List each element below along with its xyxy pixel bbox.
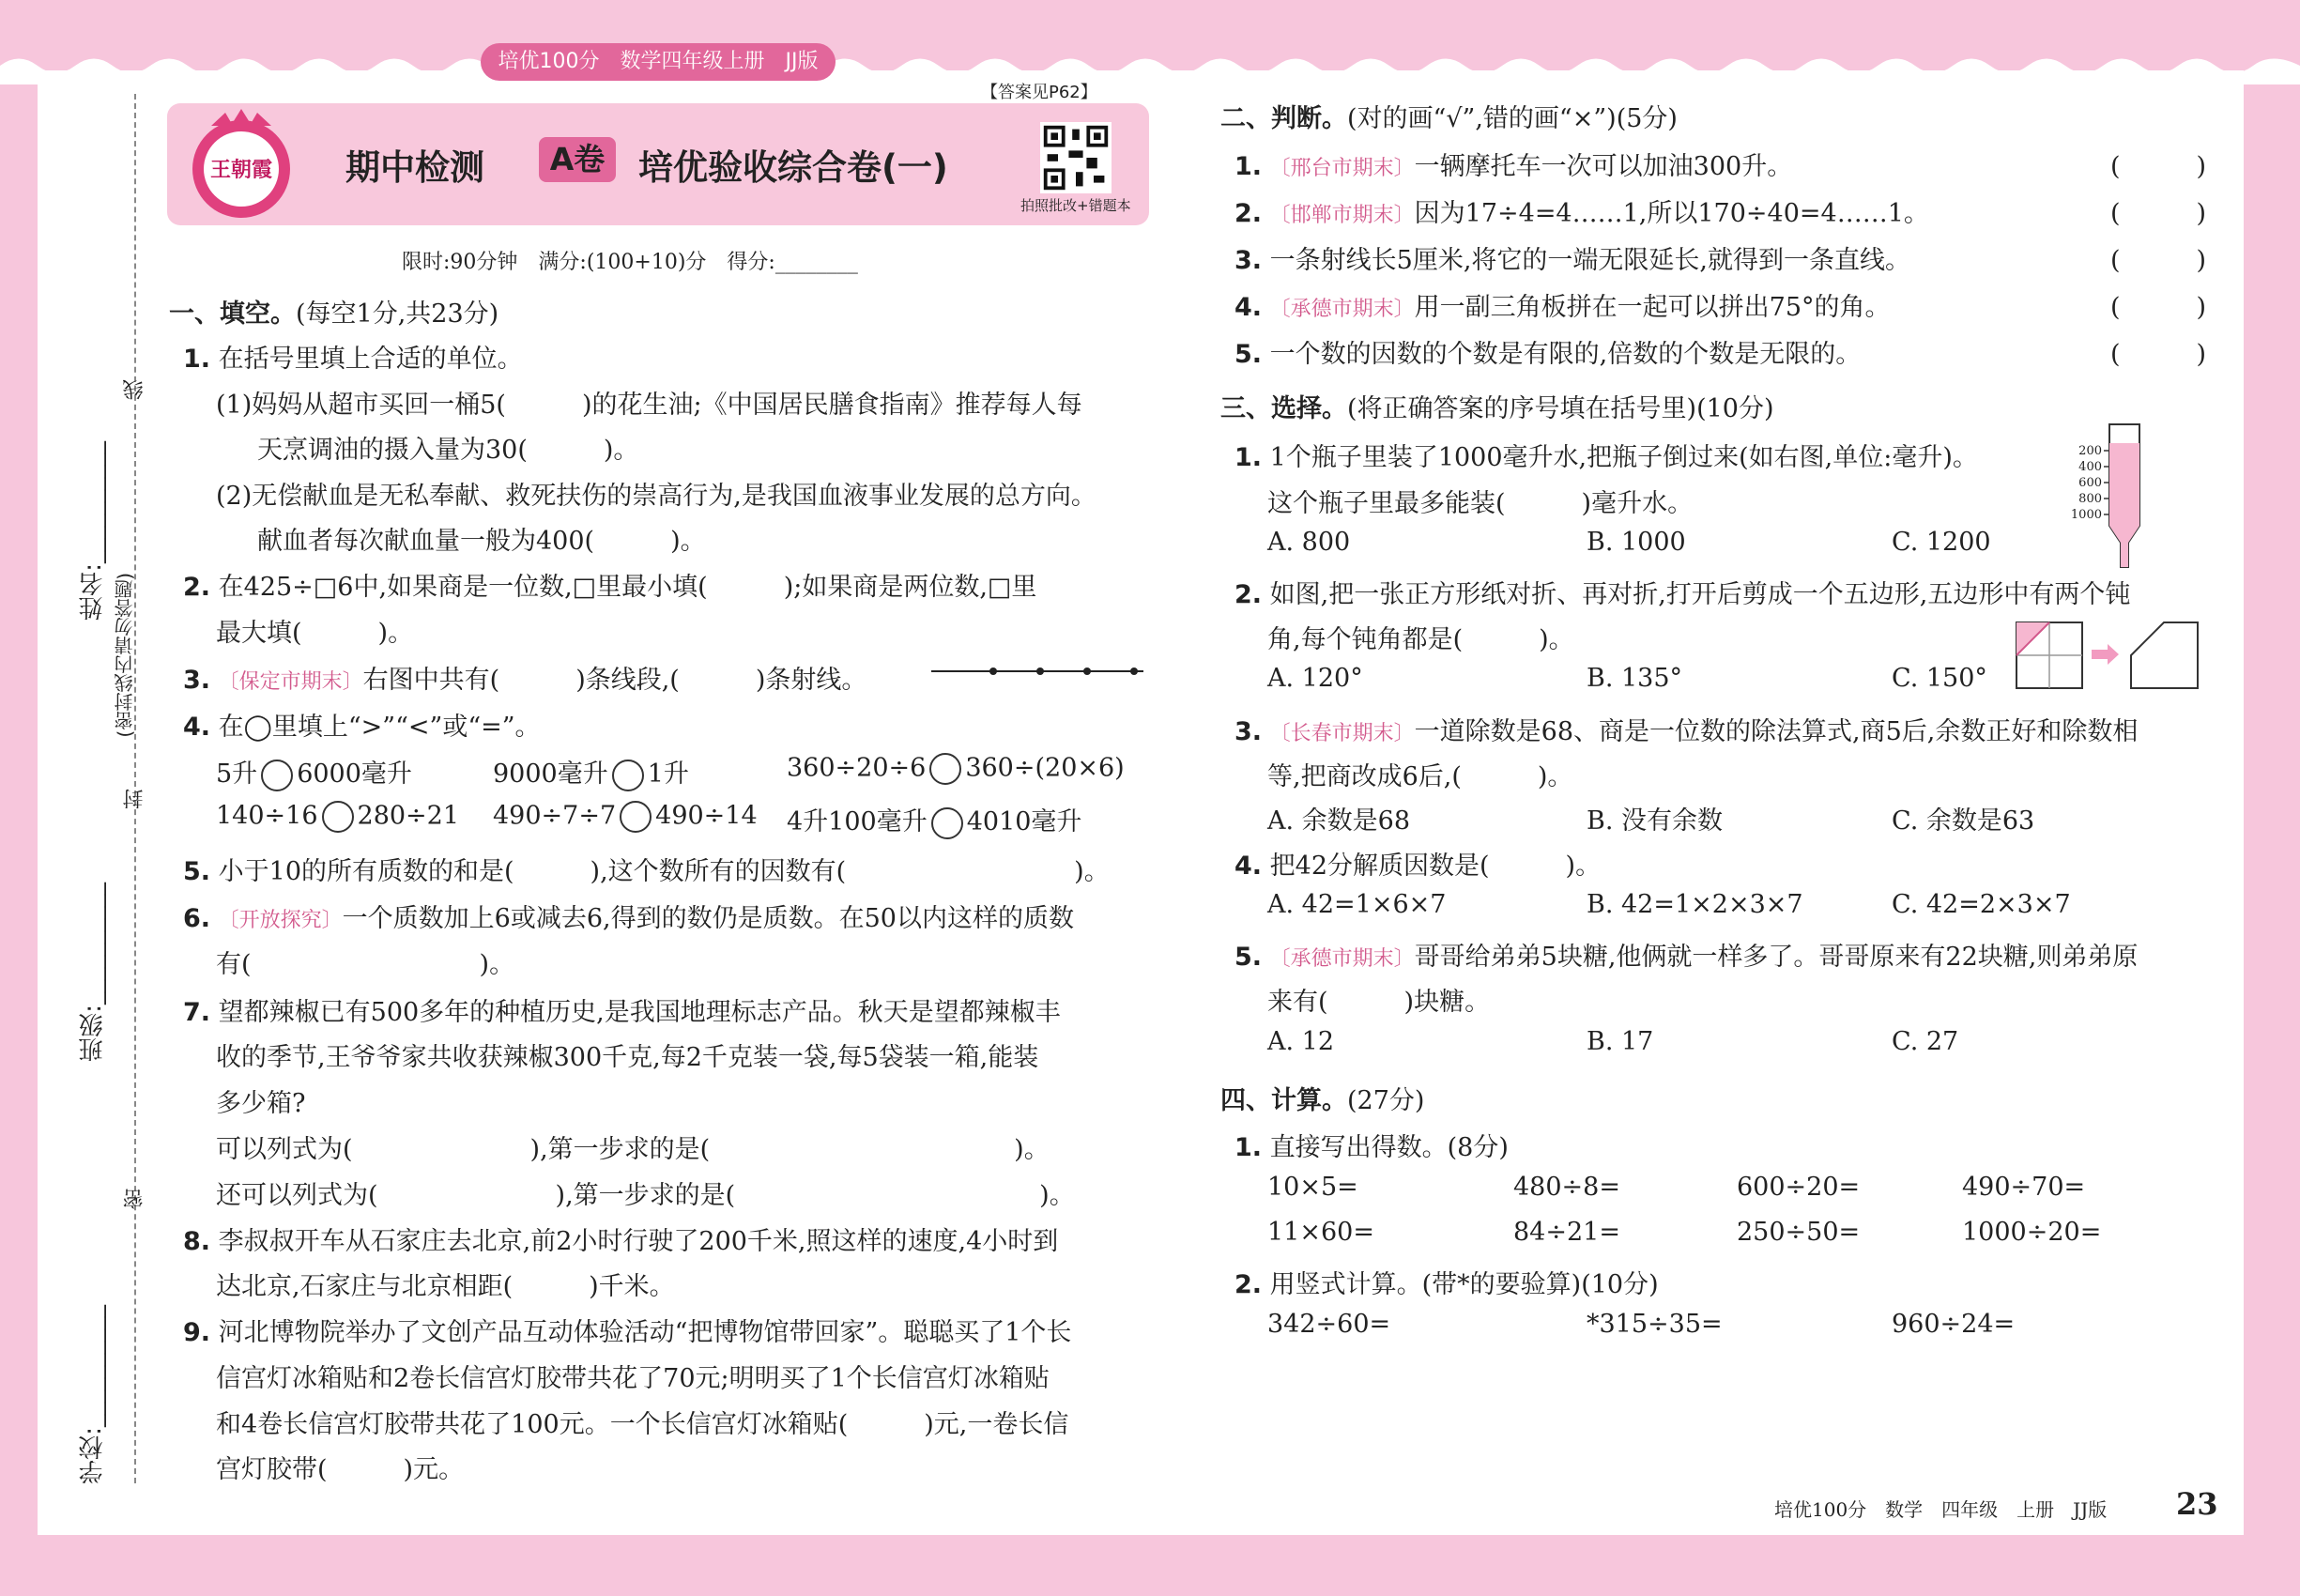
q3-1-opt-a: A. 800 — [1267, 528, 1351, 557]
judge-blank-5[interactable]: ( ) — [2110, 340, 2207, 369]
seal-note: (密封线内请勿答题) — [114, 573, 136, 738]
q1-4: 4. 在◯里填上“>”“<”或“=”。 — [183, 713, 541, 742]
q1-3: 3. 〔保定市期末〕右图中共有( )条线段,( )条射线。 — [183, 666, 867, 695]
q3-3-opt-c: C. 余数是63 — [1892, 806, 2035, 836]
badge-a: A卷 — [539, 137, 616, 182]
q2-1: 1. 〔邢台市期末〕一辆摩托车一次可以加油300升。 — [1234, 152, 1793, 181]
judge-blank-1[interactable]: ( ) — [2110, 152, 2207, 181]
q3-2-opt-b: B. 135° — [1587, 664, 1683, 693]
q1-9: 9. 河北博物院举办了文创产品互动体验活动“把博物馆带回家”。聪聪买了1个长 — [183, 1318, 1072, 1347]
q1-1b-line2: 献血者每次献血量一般为400( )。 — [257, 527, 706, 556]
q1-7-line2: 收的季节,王爷爷家共收获辣椒300千克,每2千克装一袋,每5袋装一箱,能装 — [216, 1043, 1039, 1072]
header-tag: 培优100分 数学四年级上册 JJ版 — [481, 43, 836, 81]
q3-5: 5. 〔承德市期末〕哥哥给弟弟5块糖,他俩就一样多了。哥哥原来有22块糖,则弟弟原 — [1234, 943, 2139, 972]
calc-7: 250÷50= — [1737, 1218, 1861, 1247]
q1-4-row2-b: 490÷7÷7 490÷14 — [493, 801, 758, 833]
q2-2: 2. 〔邯郸市期末〕因为17÷4=4……1,所以170÷40=4……1。 — [1234, 199, 1929, 228]
compare-circle — [322, 801, 354, 833]
q3-4-opt-b: B. 42=1×2×3×7 — [1587, 890, 1803, 919]
q3-4-opt-a: A. 42=1×6×7 — [1267, 890, 1447, 919]
q1-6: 6. 〔开放探究〕一个质数加上6或减去6,得到的数仍是质数。在50以内这样的质数 — [183, 904, 1074, 933]
svg-text:王朝霞: 王朝霞 — [209, 159, 273, 182]
compare-circle — [931, 807, 963, 839]
qr-code-icon — [1040, 122, 1112, 193]
q1-1: 1. 在括号里填上合适的单位。 — [183, 345, 523, 374]
q4-1: 1. 直接写出得数。(8分) — [1234, 1133, 1509, 1162]
mi-mark: 密 — [123, 1189, 146, 1209]
q1-6-line2: 有( )。 — [216, 950, 515, 979]
q3-3-opt-b: B. 没有余数 — [1587, 806, 1724, 836]
compare-circle — [261, 760, 293, 791]
vcalc-2: *315÷35= — [1587, 1310, 1723, 1339]
q1-9-line4: 宫灯胶带( )元。 — [216, 1455, 465, 1484]
q3-3-line2: 等,把商改成6后,( )。 — [1267, 762, 1573, 791]
q3-5-opt-b: B. 17 — [1587, 1027, 1654, 1056]
q1-4-row1-a: 5升 6000毫升 — [216, 753, 412, 791]
q3-4: 4. 把42分解质因数是( )。 — [1234, 852, 1602, 881]
q1-7-line3: 多少箱? — [216, 1089, 306, 1118]
q3-2: 2. 如图,把一张正方形纸对折、再对折,打开后剪成一个五边形,五边形中有两个钝 — [1234, 580, 2131, 609]
q1-2: 2. 在425÷□6中,如果商是一位数,□里最小填( );如果商是两位数,□里 — [183, 573, 1037, 602]
q1-4-row2-a: 140÷16 280÷21 — [216, 801, 459, 833]
vcalc-3: 960÷24= — [1892, 1310, 2016, 1339]
q1-5: 5. 小于10的所有质数的和是( ),这个数所有的因数有( )。 — [183, 857, 1110, 886]
vcalc-1: 342÷60= — [1267, 1310, 1391, 1339]
bottle-scale: 200 400 600 800 1000 — [2070, 444, 2102, 522]
q3-1-opt-c: C. 1200 — [1892, 528, 1991, 557]
judge-blank-4[interactable]: ( ) — [2110, 293, 2207, 322]
q1-9-line2: 信宫灯冰箱贴和2卷长信宫灯胶带共花了70元;明明买了1个长信宫灯冰箱贴 — [216, 1364, 1050, 1393]
section4-title: 四、计算。(27分) — [1220, 1086, 1425, 1115]
q1-8: 8. 李叔叔开车从石家庄去北京,前2小时行驶了200千米,照这样的速度,4小时到 — [183, 1227, 1059, 1256]
line-mark: 线 — [123, 379, 146, 400]
q3-5-opt-c: C. 27 — [1892, 1027, 1959, 1056]
q3-5-opt-a: A. 12 — [1267, 1027, 1335, 1056]
calc-3: 600÷20= — [1737, 1173, 1861, 1202]
q1-4-row2-c: 4升100毫升 4010毫升 — [787, 801, 1081, 839]
judge-blank-3[interactable]: ( ) — [2110, 246, 2207, 275]
paper-fold-figure — [2014, 620, 2201, 691]
school-label: 学校:__________ — [79, 1305, 107, 1484]
q4-2: 2. 用竖式计算。(带*的要验算)(10分) — [1234, 1270, 1659, 1299]
q3-1: 1. 1个瓶子里装了1000毫升水,把瓶子倒过来(如右图,单位:毫升)。 — [1234, 443, 1978, 472]
q3-2-line2: 角,每个钝角都是( )。 — [1267, 625, 1574, 654]
q3-3: 3. 〔长春市期末〕一道除数是68、商是一位数的除法算式,商5后,余数正好和除数相 — [1234, 717, 2139, 746]
line-segment-figure — [929, 657, 1145, 685]
q1-7-line4: 可以列式为( ),第一步求的是( )。 — [216, 1135, 1050, 1164]
q2-3: 3. 一条射线长5厘米,将它的一端无限延长,就得到一条直线。 — [1234, 246, 1910, 275]
calc-4: 490÷70= — [1962, 1173, 2086, 1202]
answer-ref: 【答案见P62】 — [981, 83, 1097, 102]
q3-1-opt-b: B. 1000 — [1587, 528, 1686, 557]
q2-5: 5. 一个数的因数的个数是有限的,倍数的个数是无限的。 — [1234, 340, 1862, 369]
section1-title: 一、填空。(每空1分,共23分) — [169, 299, 499, 329]
section3-title: 三、选择。(将正确答案的序号填在括号里)(10分) — [1220, 394, 1774, 423]
page-number: 23 — [2176, 1486, 2218, 1522]
q3-4-opt-c: C. 42=2×3×7 — [1892, 890, 2071, 919]
q1-1b-line1: (2)无偿献血是无私奉献、救死扶伤的崇高行为,是我国血液事业发展的总方向。 — [216, 482, 1096, 511]
q1-4-row1-b: 9000毫升 1升 — [493, 753, 689, 791]
compare-circle — [620, 801, 652, 833]
q1-7: 7. 望都辣椒已有500多年的种植历史,是我国地理标志产品。秋天是望都辣椒丰 — [183, 998, 1061, 1027]
q2-4: 4. 〔承德市期末〕用一副三角板拼在一起可以拼出75°的角。 — [1234, 293, 1891, 322]
logo-icon — [183, 105, 300, 223]
q1-7-line5: 还可以列式为( ),第一步求的是( )。 — [216, 1181, 1075, 1210]
calc-2: 480÷8= — [1513, 1173, 1620, 1202]
title-right: 培优验收综合卷(一) — [638, 147, 948, 188]
class-label: 班级:__________ — [79, 882, 107, 1062]
q3-2-opt-c: C. 150° — [1892, 664, 1987, 693]
title-left: 期中检测 — [345, 147, 484, 188]
section2-title: 二、判断。(对的画“√”,错的画“×”)(5分) — [1220, 104, 1678, 133]
calc-6: 84÷21= — [1513, 1218, 1620, 1247]
compare-circle — [929, 753, 961, 785]
judge-blank-2[interactable]: ( ) — [2110, 199, 2207, 228]
q3-1-line2: 这个瓶子里最多能装( )毫升水。 — [1267, 489, 1694, 518]
calc-5: 11×60= — [1267, 1218, 1374, 1247]
q1-8-line2: 达北京,石家庄与北京相距( )千米。 — [216, 1272, 675, 1301]
qr-caption: 拍照批改+错题本 — [1020, 197, 1131, 214]
calc-1: 10×5= — [1267, 1173, 1358, 1202]
name-label: 姓名:__________ — [79, 441, 107, 621]
q1-9-line3: 和4卷长信宫灯胶带共花了100元。一个长信宫灯冰箱贴( )元,一卷长信 — [216, 1410, 1069, 1439]
q1-4-row1-c: 360÷20÷6 360÷(20×6) — [787, 753, 1125, 785]
q3-3-opt-a: A. 余数是68 — [1267, 806, 1411, 836]
calc-8: 1000÷20= — [1962, 1218, 2102, 1247]
q3-5-line2: 来有( )块糖。 — [1267, 988, 1491, 1017]
q1-1a-line2: 天烹调油的摄入量为30( )。 — [257, 436, 639, 465]
footer-text: 培优100分 数学 四年级 上册 JJ版 — [1774, 1498, 2108, 1521]
q3-2-opt-a: A. 120° — [1267, 664, 1363, 693]
q1-1a-line1: (1)妈妈从超市买回一桶5( )的花生油;《中国居民膳食指南》推荐每人每 — [216, 391, 1082, 420]
q1-2-line2: 最大填( )。 — [216, 619, 414, 648]
seal-mark: 封 — [123, 789, 146, 809]
compare-circle — [612, 760, 644, 791]
exam-meta: 限时:90分钟 满分:(100+10)分 得分:________ — [402, 251, 858, 274]
